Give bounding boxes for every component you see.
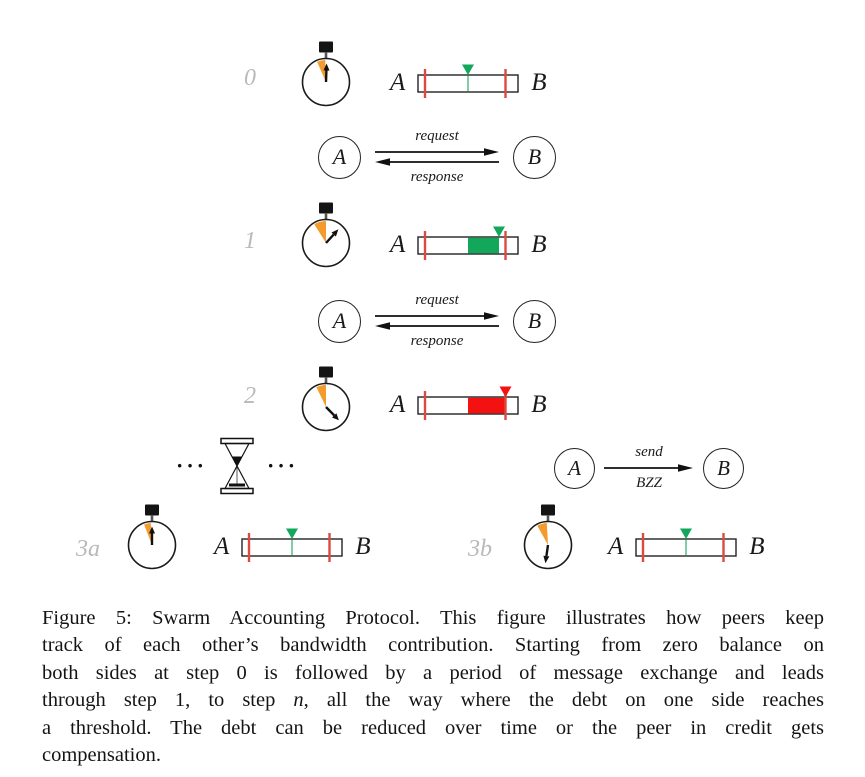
peer-b-letter: B	[527, 308, 542, 333]
figure-caption	[42, 605, 824, 769]
peer-a-label: A	[214, 532, 230, 560]
balance-bar-step1	[390, 222, 547, 266]
caption-text: compensation.	[42, 744, 161, 767]
peer-a-node	[318, 300, 361, 343]
peer-b-letter: B	[527, 144, 542, 169]
caption-line-6	[42, 742, 824, 769]
caption-text: , all the way where the debt on one side reaches	[303, 689, 824, 712]
balance-bar-step0	[390, 60, 547, 104]
bzz-label: BZZ	[636, 475, 662, 491]
hourglass-sand-top	[232, 457, 243, 466]
request-label: request	[415, 292, 459, 308]
caption-line-2	[42, 632, 824, 659]
request-label: request	[415, 128, 459, 144]
send-bzz-block	[554, 444, 744, 492]
stopwatch-icon-step3a	[120, 504, 184, 570]
send-arrow-icon	[603, 462, 695, 474]
caption-variable-n: n	[293, 689, 304, 712]
balance-marker-triangle	[493, 227, 505, 238]
caption-line-1	[42, 605, 824, 632]
hourglass-bottom-cap	[221, 489, 253, 494]
step-label-2: 2	[244, 383, 256, 409]
balance-marker-triangle	[500, 387, 512, 398]
balance-marker-triangle	[462, 65, 474, 76]
caption-text: a threshold. The debt can be reduced over time or the peer in credit gets	[42, 716, 824, 739]
peer-b-node	[513, 136, 556, 179]
duplex-arrow-icon	[373, 310, 501, 332]
step-label-1: 1	[244, 228, 256, 254]
stopwatch-stem	[151, 515, 154, 522]
stopwatch-button	[145, 505, 159, 516]
stopwatch-stem	[325, 52, 328, 59]
response-label: response	[410, 333, 464, 349]
caption-text: through step 1, to step	[42, 689, 294, 712]
step-label-3a: 3a	[76, 536, 100, 562]
stopwatch-icon-step2	[294, 366, 358, 432]
exchange-block-2	[318, 292, 556, 350]
caption-text: both sides at step 0 is followed by a period of message exchange and leads	[42, 661, 824, 684]
balance-marker-triangle	[680, 529, 692, 540]
peer-a-letter: A	[332, 308, 347, 333]
balance-bar-icon	[412, 222, 524, 266]
stopwatch-stem	[325, 213, 328, 220]
caption-line-3	[42, 660, 824, 687]
hourglass-icon	[217, 437, 257, 495]
peer-a-label: A	[390, 68, 406, 96]
balance-marker-triangle	[286, 529, 298, 540]
step-label-0: 0	[244, 65, 256, 91]
peer-b-node	[703, 448, 744, 489]
stopwatch-button	[319, 203, 333, 214]
hourglass-sand-bottom	[229, 484, 245, 487]
peer-b-label: B	[749, 532, 765, 560]
peer-b-node	[513, 300, 556, 343]
balance-bar-icon	[630, 524, 742, 568]
balance-bar-step3a	[214, 524, 371, 568]
exchange-block-1	[318, 128, 556, 186]
send-label: send	[635, 444, 663, 460]
step-label-3b: 3b	[468, 536, 492, 562]
stopwatch-button	[541, 505, 555, 516]
credit-fill	[468, 238, 499, 254]
balance-bar-icon	[412, 382, 524, 426]
caption-text: Figure 5: Swarm Accounting Protocol. This figure illustrates how peers keep	[42, 607, 824, 629]
stopwatch-button	[319, 42, 333, 53]
balance-bar-icon	[412, 60, 524, 104]
ellipsis-right: ···	[267, 453, 299, 478]
peer-b-label: B	[531, 230, 547, 258]
peer-a-node	[318, 136, 361, 179]
stopwatch-icon-step0	[294, 41, 358, 107]
peer-a-label: A	[390, 390, 406, 418]
request-response-arrows	[373, 292, 501, 350]
peer-a-label: A	[390, 230, 406, 258]
stopwatch-stem	[547, 515, 550, 522]
stopwatch-icon-step1	[294, 202, 358, 268]
duplex-arrow-icon	[373, 146, 501, 168]
hourglass-top-cap	[221, 439, 253, 444]
peer-a-letter: A	[332, 144, 347, 169]
stopwatch-button	[319, 367, 333, 378]
ellipsis-left: ···	[176, 453, 208, 478]
peer-b-letter: B	[717, 455, 730, 480]
peer-a-label: A	[608, 532, 624, 560]
send-arrow-group	[603, 444, 695, 492]
peer-b-label: B	[355, 532, 371, 560]
balance-bar-icon	[236, 524, 348, 568]
caption-line-4	[42, 687, 824, 714]
time-passing-block	[176, 437, 298, 495]
caption-text: track of each other’s bandwidth contribution. Starting from zero balance on	[42, 634, 824, 657]
peer-a-letter: A	[568, 455, 581, 480]
balance-bar-step2	[390, 382, 547, 426]
peer-b-label: B	[531, 68, 547, 96]
caption-line-5	[42, 715, 824, 742]
request-response-arrows	[373, 128, 501, 186]
balance-bar-step3b	[608, 524, 765, 568]
peer-a-node	[554, 448, 595, 489]
response-label: response	[410, 169, 464, 185]
peer-b-label: B	[531, 390, 547, 418]
stopwatch-hand	[546, 545, 548, 556]
stopwatch-icon-step3b	[516, 504, 580, 570]
debt-fill	[468, 398, 506, 414]
stopwatch-stem	[325, 377, 328, 384]
